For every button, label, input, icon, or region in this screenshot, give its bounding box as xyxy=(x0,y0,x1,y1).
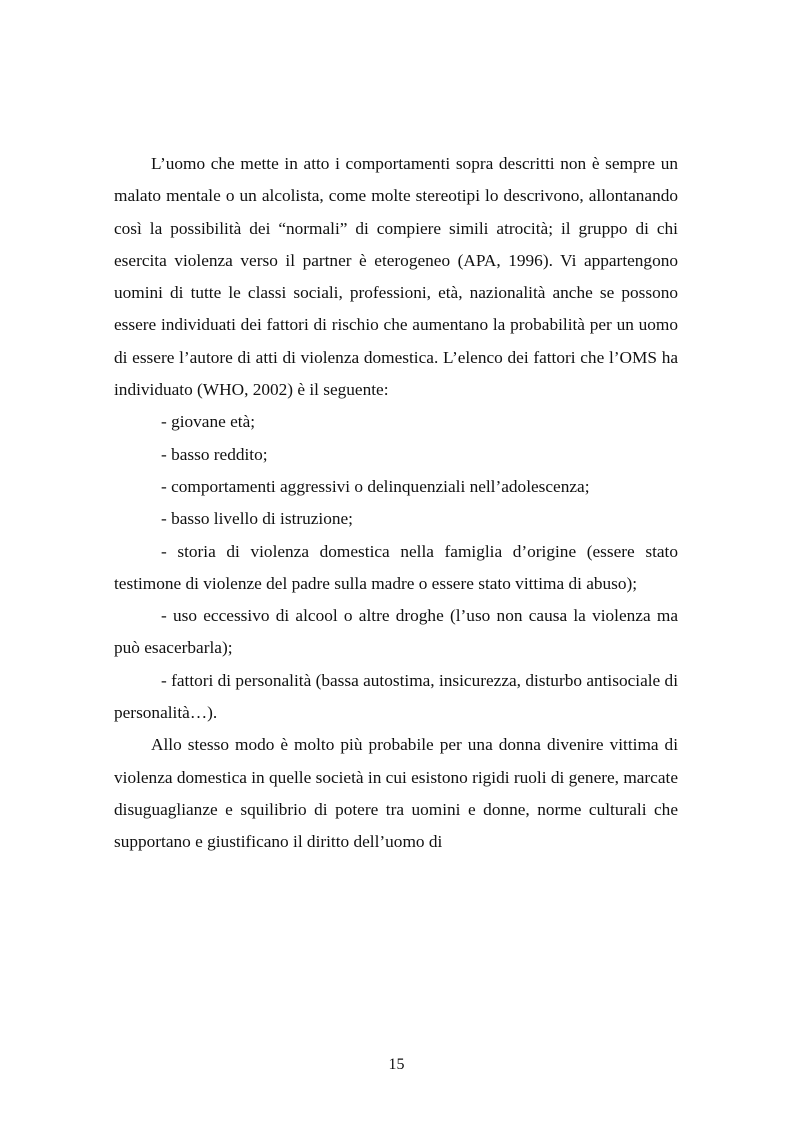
risk-factor-item: - comportamenti aggressivi o delinquenziali nell’adolescenza; xyxy=(161,476,590,496)
document-body xyxy=(114,148,678,859)
risk-factor-item: - storia di violenza domestica nella famiglia d’origine (essere stato testimone di violenze del padre sulla madre o essere stato vittima di abuso); xyxy=(114,541,678,593)
risk-factor-item: - uso eccessivo di alcool o altre droghe (l’uso non causa la violenza ma può esacerbarla); xyxy=(114,606,678,658)
intro-paragraph: L’uomo che mette in atto i comportamenti sopra descritti non è sempre un malato mentale o un alcolista, come molte stereotipi lo descrivono, allontanando così la possibilità dei “normali” di compiere simili atrocità; il gruppo di chi esercita violenza verso il partner è eterogeneo (APA, 1996). Vi appartengono uomini di tutte le classi sociali, professioni, età, nazionalità anche se possono essere individuati dei fattori di rischio che aumentano la probabilità per un uomo di essere l’autore di atti di violenza domestica. L’elenco dei fattori che l’OMS ha individuato (WHO, 2002) è il seguente: xyxy=(114,154,678,400)
risk-factor-item: - basso reddito; xyxy=(161,444,268,464)
page-number: 15 xyxy=(388,1056,405,1073)
risk-factor-item: - fattori di personalità (bassa autostima, insicurezza, disturbo antisociale di personalità…). xyxy=(114,670,678,723)
risk-factor-list xyxy=(114,406,678,729)
risk-factor-item: - basso livello di istruzione; xyxy=(161,509,353,529)
risk-factor-item: - giovane età; xyxy=(161,412,256,432)
closing-paragraph: Allo stesso modo è molto più probabile per una donna divenire vittima di violenza domestica in quelle società in cui esistono rigidi ruoli di genere, marcate disuguaglianze e squilibrio di potere tra uomini e donne, norme culturali che supportano e giustificano il diritto dell’uomo di xyxy=(114,735,678,852)
